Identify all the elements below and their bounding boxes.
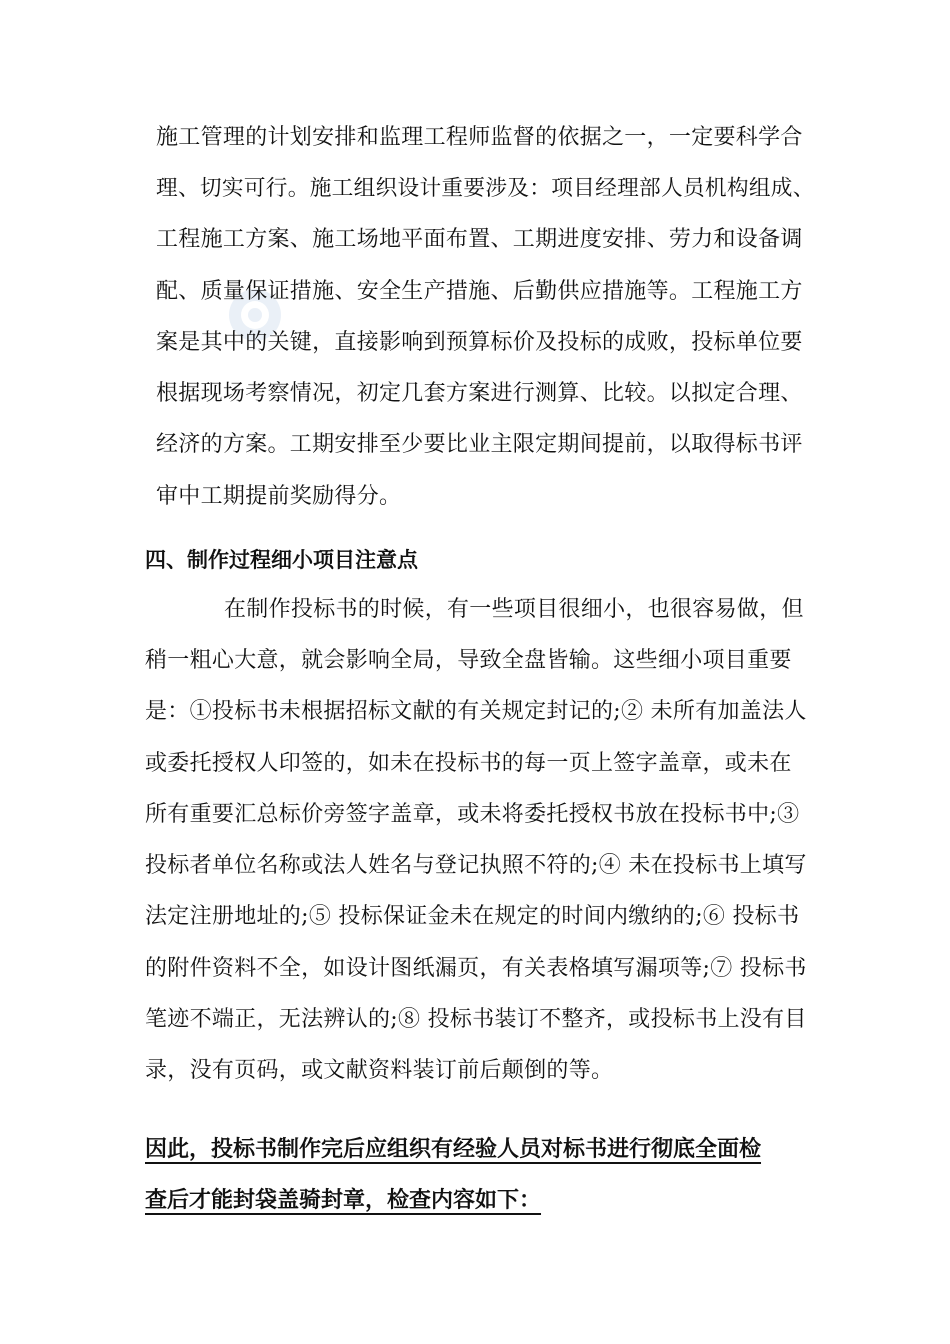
paragraph-line: 工程施工方案、施工场地平面布置、工期进度安排、劳力和设备调 bbox=[156, 227, 803, 252]
paragraph-line: 笔迹不端正，无法辨认的;⑧ 投标书装订不整齐，或投标书上没有目 bbox=[145, 1007, 807, 1032]
paragraph-line: 法定注册地址的;⑤ 投标保证金未在规定的时间内缴纳的;⑥ 投标书 bbox=[145, 904, 800, 929]
conclusion-line: 查后才能封袋盖骑封章，检查内容如下： bbox=[145, 1188, 542, 1213]
paragraph-line: 录，没有页码，或文献资料装订前后颠倒的等。 bbox=[145, 1058, 614, 1083]
paragraph-line: 案是其中的关键，直接影响到预算标价及投标的成败，投标单位要 bbox=[156, 330, 803, 355]
paragraph-line: 所有重要汇总标价旁签字盖章，或未将委托授权书放在投标书中;③ bbox=[145, 802, 800, 827]
paragraph-line: 施工管理的计划安排和监理工程师监督的依据之一，一定要科学合 bbox=[156, 125, 803, 150]
conclusion-line: 因此，投标书制作完后应组织有经验人员对标书进行彻底全面检 bbox=[145, 1137, 762, 1162]
paragraph-line: 是：①投标书未根据招标文献的有关规定封记的;② 未所有加盖法人 bbox=[145, 699, 807, 724]
paragraph-line: 或委托授权人印签的，如未在投标书的每一页上签字盖章，或未在 bbox=[145, 751, 792, 776]
paragraph-line: 根据现场考察情况，初定几套方案进行测算、比较。以拟定合理、 bbox=[156, 381, 803, 406]
paragraph-line: 在制作投标书的时候，有一些项目很细小，也很容易做，但 bbox=[224, 597, 804, 622]
paragraph-line: 的附件资料不全，如设计图纸漏页，有关表格填写漏项等;⑦ 投标书 bbox=[145, 956, 807, 981]
paragraph-line: 稍一粗心大意，就会影响全局，导致全盘皆输。这些细小项目重要 bbox=[145, 648, 792, 673]
paragraph-line: 理、切实可行。施工组织设计重要涉及：项目经理部人员机构组成、 bbox=[156, 176, 815, 201]
paragraph-line: 审中工期提前奖励得分。 bbox=[156, 484, 402, 509]
paragraph-line: 配、质量保证措施、安全生产措施、后勤供应措施等。工程施工方 bbox=[156, 279, 803, 304]
paragraph-line: 经济的方案。工期安排至少要比业主限定期间提前，以取得标书评 bbox=[156, 432, 803, 457]
section-heading: 四、制作过程细小项目注意点 bbox=[145, 548, 418, 572]
paragraph-line: 投标者单位名称或法人姓名与登记执照不符的;④ 未在投标书上填写 bbox=[145, 853, 807, 878]
